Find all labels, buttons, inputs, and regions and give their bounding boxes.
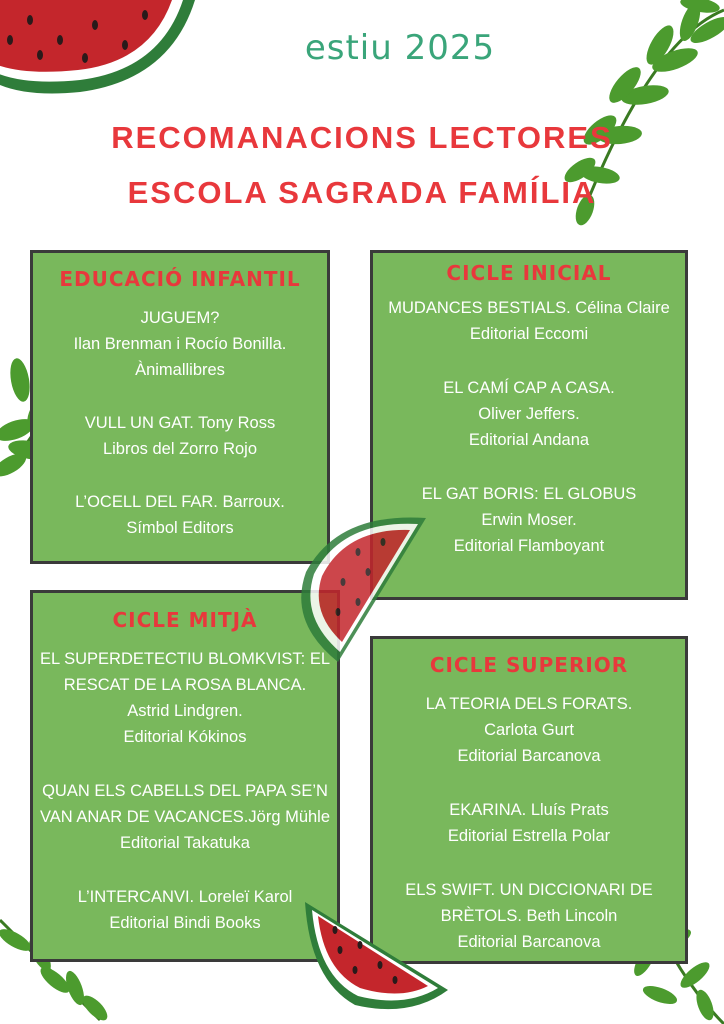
page-title-line2: ESCOLA SAGRADA FAMÍLIA [127, 175, 597, 210]
page-title-line1: RECOMANACIONS LECTORES [111, 120, 613, 155]
book-item: EL GAT BORIS: EL GLOBUS Erwin Moser. Editorial Flamboyant [421, 485, 637, 555]
book-item: L’OCELL DEL FAR. Barroux. Símbol Editors [75, 493, 285, 537]
watermelon-slice-icon [0, 0, 200, 100]
section-title: CICLE SUPERIOR [429, 653, 629, 677]
watermelon-slice-icon [298, 512, 433, 667]
book-item: EL CAMÍ CAP A CASA. Oliver Jeffers. Editorial Andana [443, 379, 615, 449]
subtitle: estiu 2025 [304, 28, 496, 68]
book-item: VULL UN GAT. Tony Ross Libros del Zorro Rojo [84, 414, 276, 458]
section-infantil [30, 250, 330, 564]
book-item: EKARINA. Lluís Prats Editorial Estrella Polar [447, 801, 611, 845]
section-mitja [30, 590, 340, 962]
book-item: MUDANCES BESTIALS. Célina Claire Editorial Eccomi [388, 299, 670, 343]
book-item: JUGUEM? Ilan Brenman i Rocío Bonilla. Ànimallibres [73, 309, 287, 379]
section-title: CICLE MITJÀ [112, 608, 258, 632]
book-item: L’INTERCANVI. Loreleï Karol Editorial Bindi Books [77, 888, 293, 932]
section-title: EDUCACIÓ INFANTIL [59, 267, 301, 291]
book-item: ELS SWIFT. UN DICCIONARI DE BRÈTOLS. Beth Lincoln Editorial Barcanova [405, 881, 653, 951]
book-item: EL SUPERDETECTIU BLOMKVIST: EL RESCAT DE LA ROSA BLANCA. Astrid Lindgren. Editorial Kókinos [39, 650, 331, 746]
watermelon-slice-icon [300, 900, 450, 1015]
book-item: QUAN ELS CABELLS DEL PAPA SE’N VAN ANAR DE VACANCES.Jörg Mühle Editorial Takatuka [39, 782, 331, 852]
section-title: CICLE INICIAL [446, 261, 612, 285]
book-item: LA TEORIA DELS FORATS. Carlota Gurt Editorial Barcanova [425, 695, 633, 765]
